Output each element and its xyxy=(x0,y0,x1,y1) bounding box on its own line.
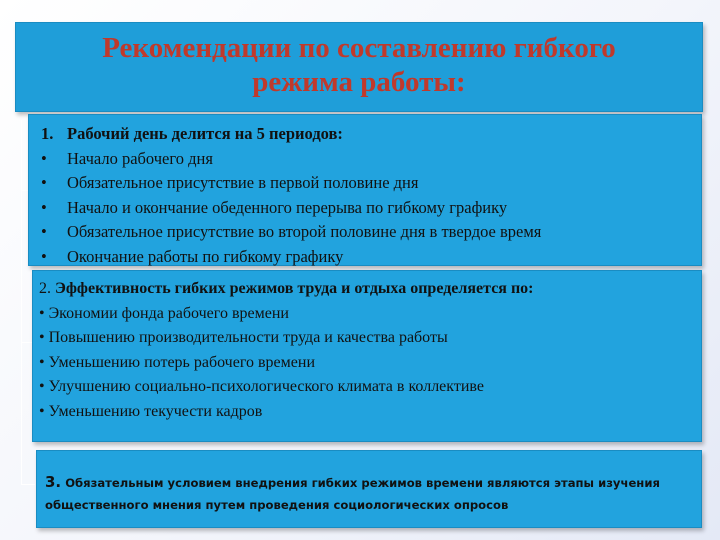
connector-line xyxy=(21,120,22,485)
list-item: • Уменьшению потерь рабочего времени xyxy=(39,353,315,371)
list-item-text: Начало и окончание обеденного перерыва по гибкому графику xyxy=(67,197,508,217)
section-3-text-block xyxy=(45,471,701,516)
slide-title: Рекомендации по составлению гибкого режима работы: xyxy=(102,32,616,98)
list-item: • Экономии фонда рабочего времени xyxy=(39,304,289,322)
section-2-heading xyxy=(39,277,701,302)
section-2-number: 2. xyxy=(39,280,51,297)
bullet-icon: • xyxy=(41,173,47,193)
list-item-text: Окончание работы по гибкому графику xyxy=(67,246,344,266)
section-1-heading xyxy=(41,122,701,147)
bullet-icon: • xyxy=(41,148,47,168)
connector-tick xyxy=(21,484,35,485)
section-1-list xyxy=(41,122,701,270)
list-item: • Повышению производительности труда и качества работы xyxy=(39,329,448,347)
list-item-text: Начало рабочего дня xyxy=(67,148,213,168)
section-3-text: Обязательным условием внедрения гибких режимов времени являются этапы изучения общественного мнения путем проведения социологических опросов xyxy=(45,476,660,512)
list-item xyxy=(41,147,701,172)
list-item: • Уменьшению текучести кадров xyxy=(39,402,263,420)
list-item xyxy=(41,220,701,245)
bullet-icon: • xyxy=(41,246,47,266)
section-1-panel xyxy=(28,114,702,266)
section-2-list xyxy=(39,277,701,425)
bullet-icon: • xyxy=(41,222,47,242)
section-2-panel xyxy=(32,270,702,442)
section-2-heading-text: Эффективность гибких режимов труда и отдыха определяется по: xyxy=(55,280,534,297)
section-3-number: 3. xyxy=(45,473,62,491)
list-item-text: Обязательное присутствие в первой половине дня xyxy=(67,173,419,193)
list-item xyxy=(41,171,701,196)
bullet-icon: • xyxy=(41,197,47,217)
section-1-number: 1. xyxy=(41,124,54,143)
title-banner xyxy=(15,22,703,112)
list-item-text: Обязательное присутствие во второй половине дня в твердое время xyxy=(67,222,542,242)
section-3-panel xyxy=(36,450,702,528)
list-item xyxy=(41,245,701,270)
list-item: • Улучшению социально-психологического климата в коллективе xyxy=(39,378,484,396)
list-item xyxy=(41,196,701,221)
section-1-heading-text: Рабочий день делится на 5 периодов: xyxy=(67,124,343,143)
